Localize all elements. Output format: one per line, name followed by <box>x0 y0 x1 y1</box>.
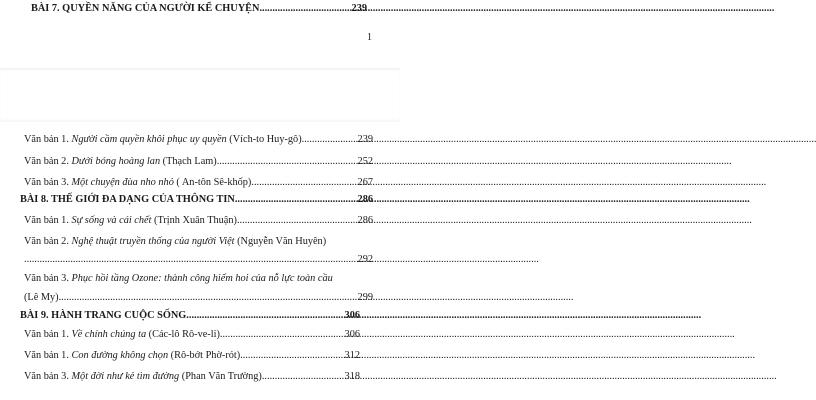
leader-dots <box>251 177 356 189</box>
page-ref: 318 <box>344 371 360 382</box>
entry-prefix: Văn bản 1. <box>24 350 72 361</box>
toc-lesson-8[interactable] <box>20 194 373 206</box>
entry-prefix: Văn bản 3. <box>24 273 72 284</box>
entry-author: (Phan Văn Trường) <box>179 371 262 382</box>
entry-title: Con đường không chọn <box>71 350 169 361</box>
toc-entry[interactable] <box>24 134 373 146</box>
entry-author: (Các-lô Rô-ve-li) <box>146 329 220 340</box>
toc-entry[interactable] <box>24 329 360 341</box>
page-ref: 286 <box>357 215 373 226</box>
entry-author: (Lê My) <box>24 292 59 303</box>
leader-dots <box>186 310 343 322</box>
entry-title: Phục hồi tầng Ozone: thành công hiếm hoi của nỗ lực toàn cầu <box>71 273 333 284</box>
toc-entry[interactable] <box>24 350 360 362</box>
lesson-title: BÀI 9. HÀNH TRANG CUỘC SỐNG <box>20 310 187 321</box>
entry-prefix: Văn bản 1. <box>24 134 72 145</box>
page-ref: 306 <box>344 329 360 340</box>
toc-entry[interactable] <box>24 215 373 227</box>
toc-entry-line[interactable] <box>24 273 373 284</box>
leader-dots <box>59 292 357 304</box>
entry-prefix: Văn bản 3. <box>24 177 72 188</box>
toc-lesson-9[interactable] <box>20 310 360 322</box>
page-ref: 292 <box>357 254 373 265</box>
entry-author: (Thạch Lam) <box>160 156 217 167</box>
entry-title: Về chính chúng ta <box>71 329 147 340</box>
entry-prefix: Văn bản 2. <box>24 236 72 247</box>
entry-title: Người cầm quyền khôi phục uy quyền <box>71 134 227 145</box>
lesson-title: BÀI 8. THẾ GIỚI ĐA DẠNG CỦA THÔNG TIN <box>20 194 235 205</box>
toc-entry-continuation[interactable] <box>24 254 373 266</box>
toc-entry[interactable] <box>24 371 360 383</box>
entry-prefix: Văn bản 1. <box>24 215 72 226</box>
page-number: 1 <box>367 32 372 43</box>
page-ref: 286 <box>357 194 373 205</box>
toc-entry[interactable] <box>24 177 373 189</box>
leader-dots <box>217 156 357 168</box>
entry-title: Nghệ thuật truyền thống của người Việt <box>71 236 235 247</box>
page-gap <box>0 68 400 122</box>
toc-entry[interactable] <box>24 156 373 168</box>
entry-author: (Vích-to Huy-gô) <box>226 134 302 145</box>
entry-title: Một chuyện đùa nho nhỏ <box>71 177 174 188</box>
previous-page <box>0 0 400 68</box>
page-ref: 239 <box>351 3 367 14</box>
toc-lesson-7[interactable] <box>31 3 367 15</box>
entry-title: Sự sống và cái chết <box>71 215 152 226</box>
leader-dots <box>240 350 343 362</box>
page-ref: 312 <box>344 350 360 361</box>
entry-author: (Rô-bớt Phờ-rót) <box>168 350 241 361</box>
entry-prefix: Văn bản 3. <box>24 371 72 382</box>
page-ref: 252 <box>357 156 373 167</box>
leader-dots <box>262 371 344 383</box>
leader-dots <box>302 134 357 146</box>
leader-dots <box>235 194 357 206</box>
page-ref: 267 <box>357 177 373 188</box>
toc-entry-continuation[interactable] <box>24 292 373 304</box>
lesson-title: BÀI 7. QUYỀN NĂNG CỦA NGƯỜI KỂ CHUYỆN <box>31 3 260 14</box>
entry-author: (Trịnh Xuân Thuận) <box>151 215 237 226</box>
entry-title: Một đời như kẻ tìm đường <box>71 371 180 382</box>
entry-prefix: Văn bản 2. <box>24 156 72 167</box>
leader-dots <box>24 254 357 266</box>
leader-dots <box>259 3 350 15</box>
entry-author: (Nguyễn Văn Huyên) <box>234 236 327 247</box>
entry-title: Dưới bóng hoàng lan <box>71 156 161 167</box>
entry-author: ( An-tôn Sê-khốp) <box>173 177 252 188</box>
leader-dots <box>237 215 357 227</box>
page-ref: 299 <box>357 292 373 303</box>
toc-page <box>0 122 400 400</box>
entry-prefix: Văn bản 1. <box>24 329 72 340</box>
page-ref: 239 <box>357 134 373 145</box>
leader-dots <box>220 329 344 341</box>
page-ref: 306 <box>344 310 360 321</box>
toc-entry-line[interactable] <box>24 236 373 247</box>
